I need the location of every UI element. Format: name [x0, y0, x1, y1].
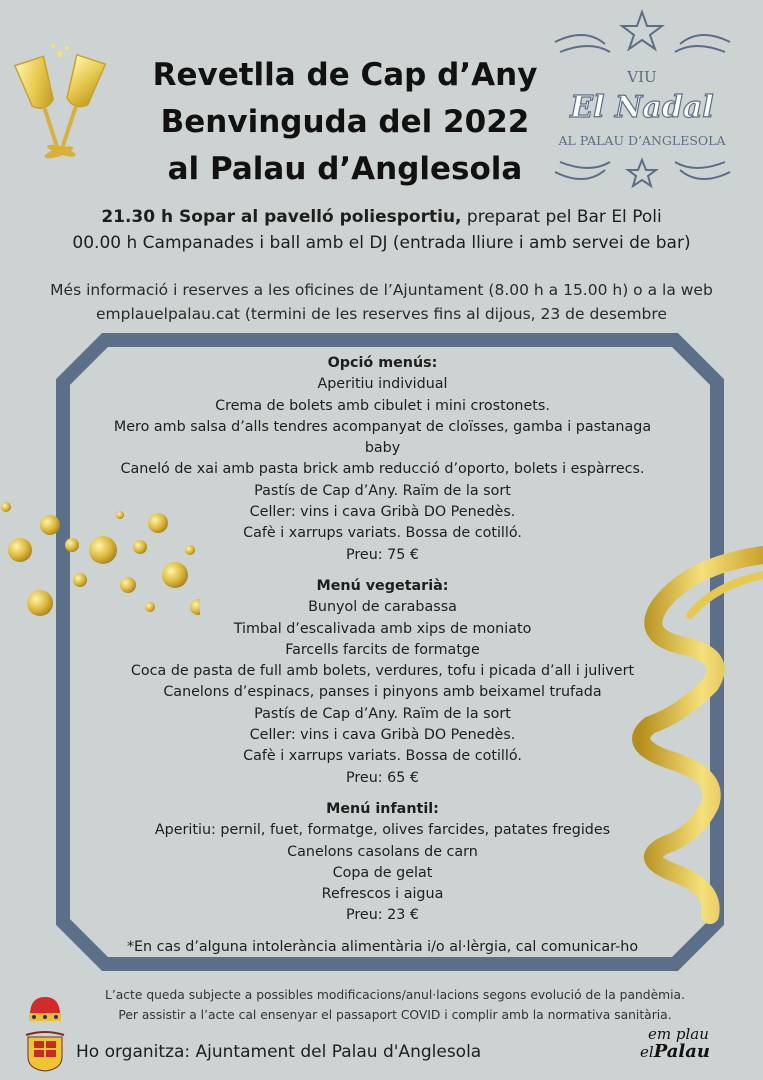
champagne-glasses-icon [5, 40, 115, 180]
em-plau-el-palau-logo [640, 1025, 730, 1061]
menu-item: Celler: vins i cava Gribà DO Penedès. [249, 727, 516, 744]
municipal-crest-icon [20, 993, 70, 1073]
menu-item: Aperitiu individual [317, 376, 448, 393]
info-line-1: Més informació i reserves a les oficines de l’Ajuntament (8.00 h a 15.00 h) o a la web [50, 281, 713, 299]
menu-item: Pastís de Cap d’Any. Raïm de la sort [254, 482, 511, 499]
allergy-note: *En cas d’alguna intolerància alimentària i/o al·lèrgia, cal comunicar-ho [126, 938, 639, 955]
title-line-2: Benvinguda del 2022 [160, 104, 530, 140]
nadal-badge-logo [545, 2, 740, 212]
menu-item: Coca de pasta de full amb bolets, verdures, tofu i picada d’all i julivert [130, 663, 635, 680]
menu-item: Refrescos i aigua [321, 886, 444, 903]
disclaimer-line-1: L’acte queda subjecte a possibles modificacions/anul·lacions segons evolució de la pandèmia. [104, 988, 686, 1002]
organizer-text: Ho organitza: Ajuntament del Palau d'Anglesola [76, 1042, 482, 1062]
menu-item: Farcells farcits de formatge [285, 641, 480, 658]
dinner-time: 21.30 h Sopar al pavelló poliesportiu, [101, 207, 462, 227]
schedule-line-2: 00.00 h Campanades i ball amb el DJ (entrada lliure i amb servei de bar) [72, 233, 691, 253]
menu-item: Canelons casolans de carn [287, 843, 478, 860]
dinner-detail: preparat pel Bar El Poli [461, 207, 662, 227]
title-line-3: al Palau d’Anglesola [167, 151, 523, 187]
menu-sections [110, 353, 655, 927]
menu-section-title: Menú vegetarià: [316, 577, 449, 594]
menu-item: Pastís de Cap d’Any. Raïm de la sort [254, 705, 511, 722]
disclaimer-line-2: Per assistir a l’acte cal ensenyar el passaport COVID i complir amb la normativa sanitària. [118, 1008, 672, 1022]
menu-item: Aperitiu: pernil, fuet, formatge, olives farcides, patates fregides [154, 822, 611, 839]
menu-item: Timbal d’escalivada amb xips de moniato [233, 620, 532, 637]
disclaimer [85, 985, 705, 1025]
menu-item: Canelons d’espinacs, panses i pinyons amb beixamel trufada [163, 684, 602, 701]
info-line-2: emplauelpalau.cat (termini de les reserves fins al dijous, 23 de desembre [96, 305, 667, 323]
menu-item: Preu: 65 € [346, 769, 419, 786]
badge-bottom-text: AL PALAU D’ANGLESOLA [558, 133, 726, 148]
menu-section-title: Opció menús: [327, 355, 438, 371]
page-title [120, 52, 570, 193]
section-gap [110, 566, 655, 576]
badge-top-text: VIU [627, 68, 657, 86]
signature-palau: Palau [653, 1041, 710, 1062]
menu-item: Celler: vins i cava Gribà DO Penedès. [249, 504, 516, 521]
menu-item: Cafè i xarrups variats. Bossa de cotilló. [243, 525, 522, 542]
menu-item: Preu: 75 € [346, 546, 419, 563]
badge-main-text: El Nadal [570, 90, 714, 125]
menu-item: Preu: 23 € [346, 907, 419, 924]
menu-item: Cafè i xarrups variats. Bossa de cotilló. [243, 748, 522, 765]
menu-item: Mero amb salsa d’alls tendres acompanyat de cloïsses, gamba i pastanaga baby [113, 418, 652, 457]
menu-item: Crema de bolets amb cibulet i mini crostonets. [215, 397, 550, 414]
menu-item: Caneló de xai amb pasta brick amb reducció d’oporto, bolets i espàrrecs. [120, 461, 645, 478]
menu-item: Bunyol de carabassa [308, 599, 457, 616]
schedule-line-1 [0, 204, 763, 230]
title-line-1: Revetlla de Cap d’Any [152, 57, 538, 93]
signature-line-1: em plau [648, 1025, 709, 1043]
menu-section-title: Menú infantil: [326, 800, 439, 817]
section-gap [110, 789, 655, 799]
info-text [0, 278, 763, 326]
signature-line-2 [640, 1043, 730, 1061]
menu-item: Copa de gelat [332, 864, 433, 881]
menu-content [110, 353, 655, 958]
schedule [0, 204, 763, 256]
signature-el: el [640, 1043, 654, 1061]
